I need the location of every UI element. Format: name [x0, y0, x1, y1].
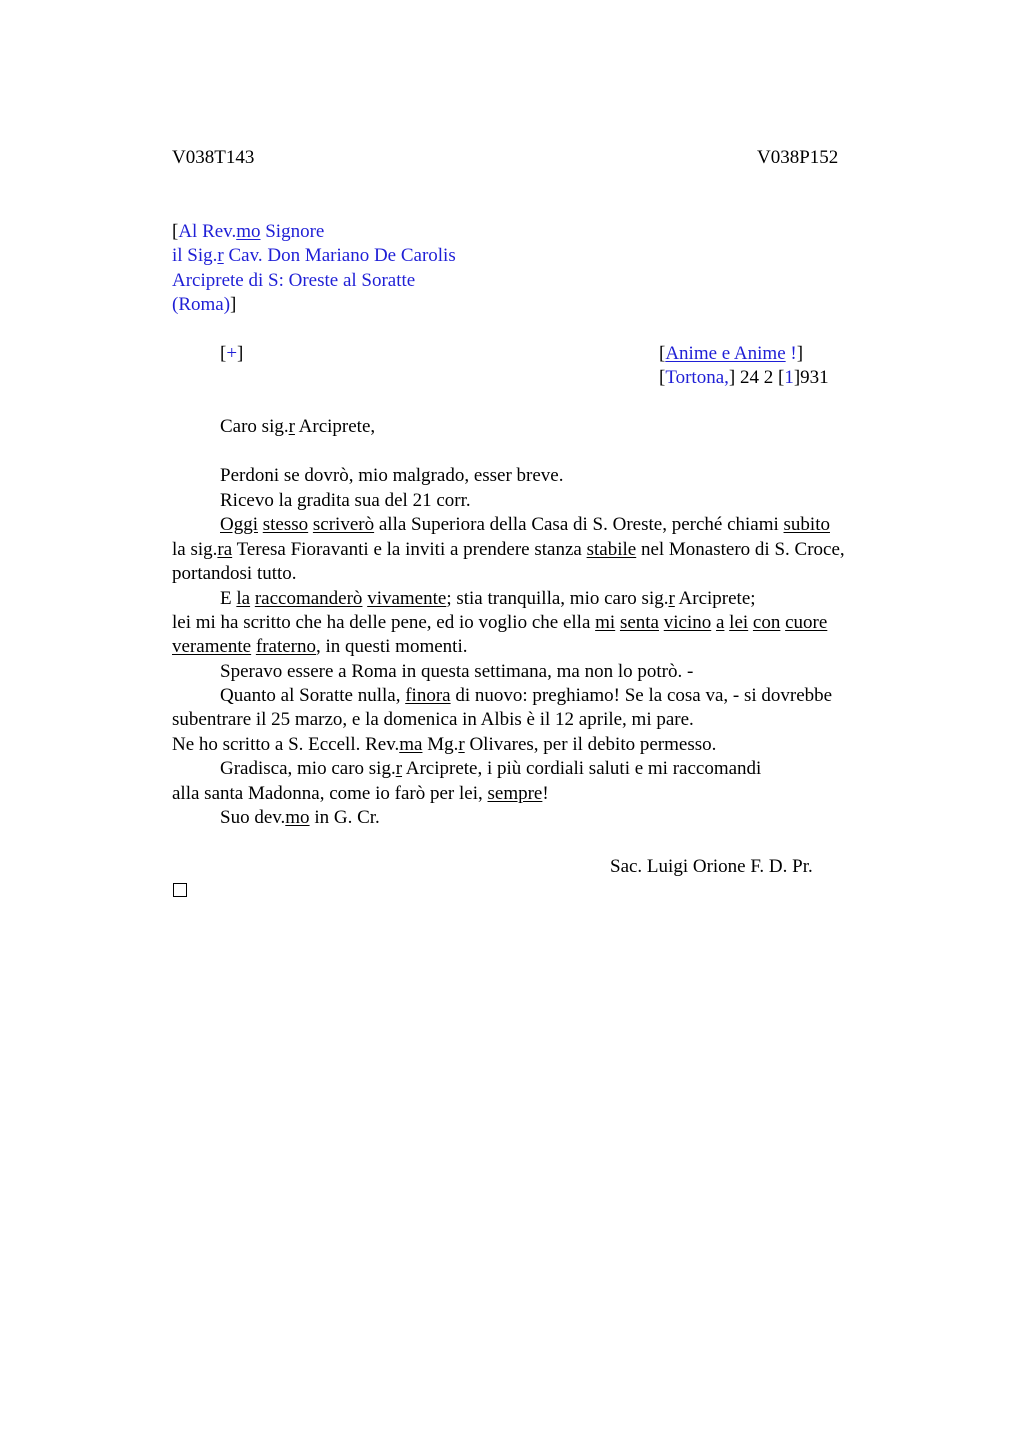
address-line-2: il Sig.r Cav. Don Mariano De Carolis [172, 245, 456, 266]
paragraph-4-line-2: lei mi ha scritto che ha delle pene, ed io voglio che ella mi senta vicino a lei con cuore [172, 612, 828, 633]
paragraph-1: Perdoni se dovrò, mio malgrado, esser breve. [220, 465, 564, 486]
address-line-4: (Roma)] [172, 294, 237, 315]
paragraph-6-line-2: subentrare il 25 marzo, e la domenica in Albis è il 12 aprile, mi pare. [172, 709, 694, 730]
dateline: [Tortona,] 24 2 [1]931 [659, 367, 829, 388]
paragraph-4-line-1: E la raccomanderò vivamente; stia tranquilla, mio caro sig.r Arciprete; [220, 588, 756, 609]
paragraph-6-line-3: Ne ho scritto a S. Eccell. Rev.ma Mg.r Olivares, per il debito permesso. [172, 734, 717, 755]
paragraph-5: Speravo essere a Roma in questa settimana, ma non lo potrò. - [220, 661, 694, 682]
motto: [Anime e Anime !] [659, 343, 804, 364]
address-line-3: Arciprete di S: Oreste al Soratte [172, 270, 416, 291]
paragraph-7-line-1: Gradisca, mio caro sig.r Arciprete, i più cordiali saluti e mi raccomandi [220, 758, 762, 779]
square-icon [173, 883, 187, 897]
cross-mark: [+] [220, 343, 244, 364]
salutation: Caro sig.r Arciprete, [220, 416, 376, 437]
paragraph-3-line-2: la sig.ra Teresa Fioravanti e la inviti a prendere stanza stabile nel Monastero di S. Croce, [172, 539, 845, 560]
document-code-left: V038T143 [172, 147, 255, 168]
paragraph-4-line-3: veramente fraterno, in questi momenti. [172, 636, 468, 657]
paragraph-7-line-2: alla santa Madonna, come io farò per lei, sempre! [172, 783, 549, 804]
paragraph-2: Ricevo la gradita sua del 21 corr. [220, 490, 471, 511]
signature: Sac. Luigi Orione F. D. Pr. [610, 856, 813, 877]
paragraph-3-line-3: portandosi tutto. [172, 563, 297, 584]
paragraph-3-line-1: Oggi stesso scriverò alla Superiora della Casa di S. Oreste, perché chiami subito [220, 514, 830, 535]
address-line-1: [Al Rev.mo Signore [172, 221, 325, 242]
closing: Suo dev.mo in G. Cr. [220, 807, 380, 828]
document-code-right: V038P152 [757, 147, 839, 168]
paragraph-6-line-1: Quanto al Soratte nulla, finora di nuovo: preghiamo! Se la cosa va, - si dovrebbe [220, 685, 833, 706]
